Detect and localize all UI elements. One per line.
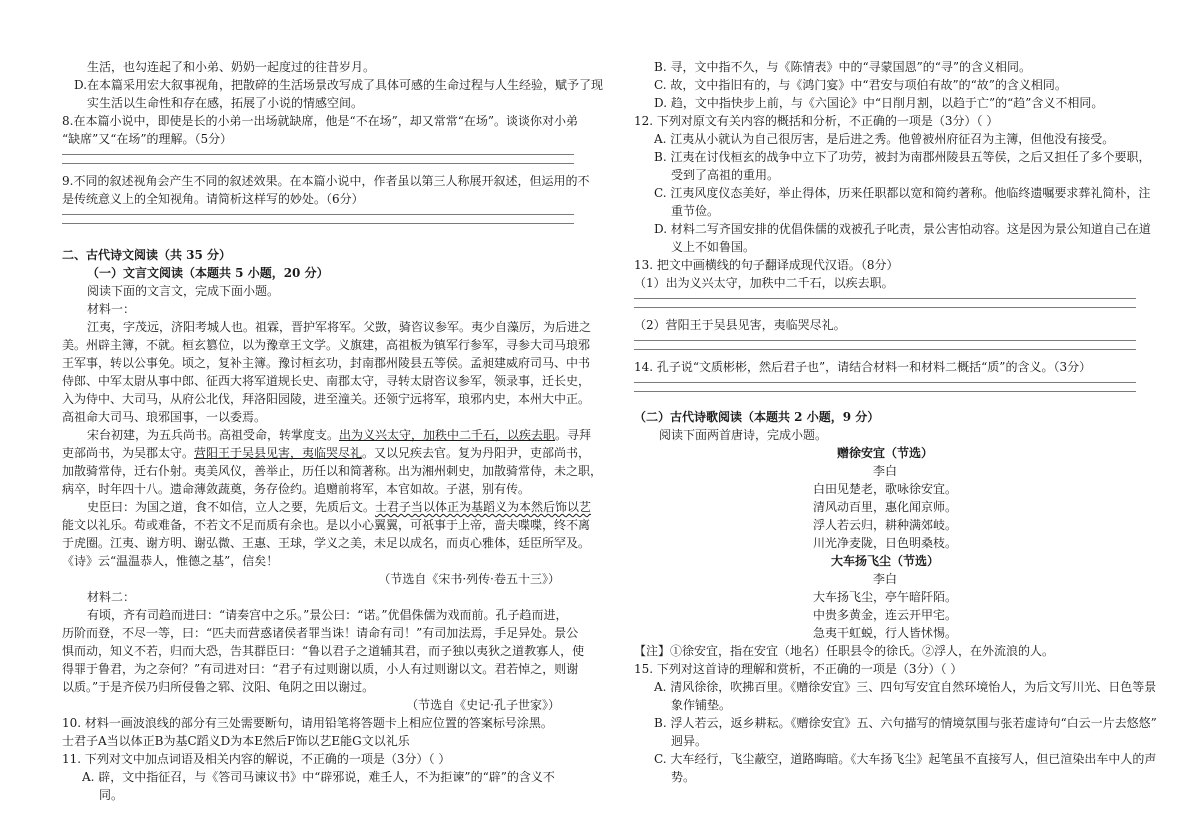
section-2-heading: 二、古代诗文阅读（共 35 分） [62, 248, 232, 262]
prev-option-tail: 生活，也勾连起了和小弟、奶奶一起度过的往昔岁月。 [87, 60, 376, 74]
answer-line[interactable] [634, 382, 1136, 383]
question-12-option-c-cont: 重节俭。 [671, 204, 720, 218]
instruction: 阅读下面的文言文，完成下面小题。 [87, 284, 280, 298]
question-14: 14. 孔子说“文质彬彬，然后君子也”，请结合材料一和材料二概括“质”的含义。（3分） [634, 360, 1092, 374]
underlined-sentence-2: 营阳王于吴县见害，夷临哭尽礼 [194, 446, 363, 460]
instruction-2: 阅读下面两首唐诗，完成小题。 [659, 428, 828, 442]
question-12-option-a: A. 江夷从小就认为自己很厉害，是后进之秀。他曾被州府征召为主簿，但他没有接受。 [654, 132, 1115, 146]
passage-line: 加散骑常侍，迁右仆射。夷美风仪，善举止，历任以和简著称。出为湘州刺史，加散骑常侍，未之职， [62, 464, 603, 478]
passage-line: 美。州辟主簿，不就。桓玄篡位，以为豫章王文学。义旗建，高祖板为镇军行参军，寻参大司马琅邪 [62, 338, 591, 352]
answer-line[interactable] [634, 340, 1136, 341]
source-note-1: （节选自《宋书·列传·卷五十三》） [378, 572, 560, 586]
wavy-underlined-text: 士君子当以体正为基蹈义为本然后饰以艺 [375, 500, 592, 514]
subsection-1-heading: （一）文言文阅读（本题共 5 小题，20 分） [87, 266, 329, 280]
passage-line: 侍郎、中军太尉从事中郎、征西大将军道规长史、南郡太守，寻转太尉咨议参军，领录事，迁长史， [62, 374, 591, 388]
question-8-line1: 8.在本篇小说中，即使是长的小弟一出场就缺席，他是“不在场”，却又常常“在场”。谈谈你对小弟 [62, 114, 578, 128]
left-column [62, 58, 604, 804]
passage-line: 宋台初建，为五兵尚书。高祖受命，转掌度支。出为义兴太守，加秩中二千石，以疾去职。寻拜 [87, 428, 592, 442]
question-12-option-d-cont: 义上不如鲁国。 [671, 240, 756, 254]
question-13: 13. 把文中画横线的句子翻译成现代汉语。（8分） [634, 258, 899, 272]
answer-line[interactable] [634, 307, 1136, 308]
question-12-option-d: D. 材料二写齐国安排的优倡侏儒的戏被孔子叱责，景公害怕动容。这是因为景公知道自己在道 [654, 222, 1151, 236]
passage-line: 历阶而登，不尽一等，曰：“匹夫而营惑诸侯者罪当诛！请命有司！”有司加法焉，手足异处。景公 [62, 626, 579, 640]
passage-line: 有顷，齐有司趋而进曰：“请奏宫中之乐。”景公曰：“诺。”优倡侏儒为戏而前。孔子趋而进， [87, 608, 568, 622]
material-2-label: 材料二： [87, 590, 136, 604]
question-15-option-b: B. 浮人若云，返乡耕耘。《赠徐安宜》五、六句描写的情境氛围与张若虚诗句“白云一片去悠悠” [654, 716, 1157, 730]
question-9-line2: 是传统意义上的全知视角。请简析这样写的妙处。（6分） [62, 192, 364, 206]
answer-line[interactable] [62, 154, 574, 155]
question-12: 12. 下列对原文有关内容的概括和分析，不正确的一项是（3分）（ ） [634, 114, 999, 128]
question-11-option-d: D. 趋，文中指快步上前，与《六国论》中“日削月割，以趋于亡”的“趋”含义不相同。 [654, 96, 1104, 110]
question-12-option-b-cont: 受到了高祖的重用。 [671, 168, 780, 182]
poem-line: 白田见楚老，歌咏徐安宜。 [812, 482, 957, 496]
passage-line: 江夷，字茂远，济阳考城人也。祖霖，晋护军将军。父敳，骑咨议参军。夷少自藻厉，为后进之 [87, 320, 592, 334]
passage-line: 病卒，时年四十八。遗命薄敛蔬奠，务存俭约。追赠前将军，本官如故。子湛，别有传。 [62, 482, 531, 496]
passage-line: 惧而动，知义不若，归而大恐，告其群臣曰：“鲁以君子之道辅其君，而子独以夷狄之道教寡人，使 [62, 644, 585, 658]
question-15-option-c-cont: 势。 [671, 770, 696, 784]
answer-line[interactable] [62, 163, 574, 164]
passage-line: 吏部尚书，为吴郡太守。营阳王于吴县见害，夷临哭尽礼。又以兄疾去官。复为丹阳尹，吏部尚书， [62, 446, 591, 460]
option-d-line2: 实生活以生命性和存在感，拓展了小说的情感空间。 [87, 96, 364, 110]
question-12-option-c: C. 江夷风度仪态美好，举止得体，历来任职都以宽和简约著称。他临终遗嘱要求葬礼简朴，注 [654, 186, 1151, 200]
question-15: 15. 下列对这首诗的理解和赏析，不正确的一项是（3分）（ ） [634, 662, 963, 676]
poem-2-author: 李白 [872, 572, 897, 586]
answer-line[interactable] [634, 298, 1136, 299]
question-11: 11. 下列对文中加点词语及相关内容的解说，不正确的一项是（3分）（ ） [62, 752, 451, 766]
poem-1-title: 赠徐安宜（节选） [836, 446, 933, 460]
option-d-line1: D.在本篇采用宏大叙事视角，把散碎的生活场景改写成了具体可感的生命过程与人生经验，赋予了现 [74, 78, 604, 92]
answer-line[interactable] [634, 349, 1136, 350]
passage-line: 高祖命大司马、琅邪国事，一以委焉。 [62, 410, 267, 424]
poem-2-title: 大车扬飞尘（节选） [830, 554, 939, 568]
subsection-2-heading: （二）古代诗歌阅读（本题共 2 小题，9 分） [634, 410, 880, 424]
poem-line: 中贵多黄金，连云开甲宅。 [812, 608, 957, 622]
passage-line: 史臣曰：为国之道，食不如信，立人之要，先质后文。士君子当以体正为基蹈义为本然后饰以艺 [87, 500, 592, 514]
material-1-label: 材料一： [87, 302, 136, 316]
passage-line: 王军事，转以公事免。顷之，复补主簿。豫讨桓玄功，封南郡州陵县五等侯。孟昶建威府司马、中书 [62, 356, 591, 370]
question-15-option-a-cont: 象作铺垫。 [671, 698, 732, 712]
passage-line: 《诗》云“温温恭人，惟德之基”，信矣！ [62, 554, 279, 568]
right-column [634, 58, 1157, 786]
question-15-option-c: C. 大车经行，飞尘蔽空，道路晦暗。《大车扬飞尘》起笔虽不直接写人，但已渲染出车中人的声 [654, 752, 1157, 766]
poem-line: 清风动百里，惠化闻京师。 [812, 500, 957, 514]
poem-1-author: 李白 [872, 464, 897, 478]
passage-line: 得罪于鲁君，为之奈何？”有司进对曰：“君子有过则谢以质，小人有过则谢以文。君若悼之，则谢 [62, 662, 579, 676]
question-15-option-a: A. 清风徐徐，吹拂百里。《赠徐安宜》三、四句写安宜自然环境怡人，为后文写川光、日色等景 [654, 680, 1157, 694]
passage-line: 以质。”于是齐侯乃归所侵鲁之郓、汶阳、龟阴之田以谢过。 [62, 680, 375, 694]
poem-line: 川光净麦陇，日色明桑枝。 [812, 536, 957, 550]
poem-note: 【注】①徐安宜，指在安宜（地名）任职县令的徐氏。②浮人，在外流浪的人。 [634, 644, 1055, 658]
answer-line[interactable] [62, 223, 574, 224]
question-11-option-a-cont: 同。 [99, 788, 124, 802]
answer-line[interactable] [634, 391, 1136, 392]
question-15-option-b-cont: 迥异。 [671, 734, 708, 748]
passage-line: 入为侍中、大司马，从府公北伐，拜洛阳园陵，进至潼关。还领宁远将军，琅邪内史，本州大中正。 [62, 392, 591, 406]
question-9-line1: 9.不同的叙述视角会产生不同的叙述效果。在本篇小说中，作者虽以第三人称展开叙述，但运用的不 [62, 174, 590, 188]
question-11-option-a: A. 辟，文中指征召，与《答司马谏议书》中“辟邪说，难壬人，不为拒谏”的“辟”的含义不 [82, 770, 555, 784]
question-13-part-2: （2）营阳王于吴县见害，夷临哭尽礼。 [634, 318, 846, 332]
source-note-2: （节选自《史记·孔子世家》） [406, 698, 560, 712]
passage-line: 能文以礼乐。苟或难备，不若文不足而质有余也。是以小心翼翼，可祇事于上帝，啬夫喋喋，终不离 [62, 518, 591, 532]
poem-line: 急夷干虹蜕，行人皆怵惕。 [812, 626, 957, 640]
answer-line[interactable] [62, 214, 574, 215]
poem-line: 浮人若云归，耕种满郊岐。 [812, 518, 957, 532]
question-8-line2: “缺席”又“在场”的理解。（5分） [62, 132, 233, 146]
question-10-options: 士君子A当以体正B为基C蹈义D为本E然后F饰以艺E能G文以礼乐 [62, 734, 410, 748]
question-12-option-b: B. 江夷在讨伐桓玄的战争中立下了功劳，被封为南郡州陵县五等侯，之后又担任了多个要职， [654, 150, 1151, 164]
question-13-part-1: （1）出为义兴太守，加秩中二千石，以疾去职。 [634, 276, 894, 290]
passage-line: 于虎圈。江夷、谢方明、谢弘微、王惠、王球，学义之美，未足以成名，而贞心雅体，廷臣所罕及。 [62, 536, 591, 550]
question-11-option-c: C. 故，文中指旧有的，与《鸿门宴》中“君安与项伯有故”的“故”的含义相同。 [654, 78, 1067, 92]
poem-line: 大车扬飞尘，亭午暗阡陌。 [812, 590, 957, 604]
underlined-sentence-1: 出为义兴太守，加秩中二千石，以疾去职 [339, 428, 556, 442]
question-10: 10. 材料一画波浪线的部分有三处需要断句，请用铅笔将答题卡上相应位置的答案标号涂黑。 [62, 716, 553, 730]
question-11-option-b: B. 寻，文中指不久，与《陈情表》中的“寻蒙国恩”的“寻”的含义相同。 [654, 60, 1031, 74]
